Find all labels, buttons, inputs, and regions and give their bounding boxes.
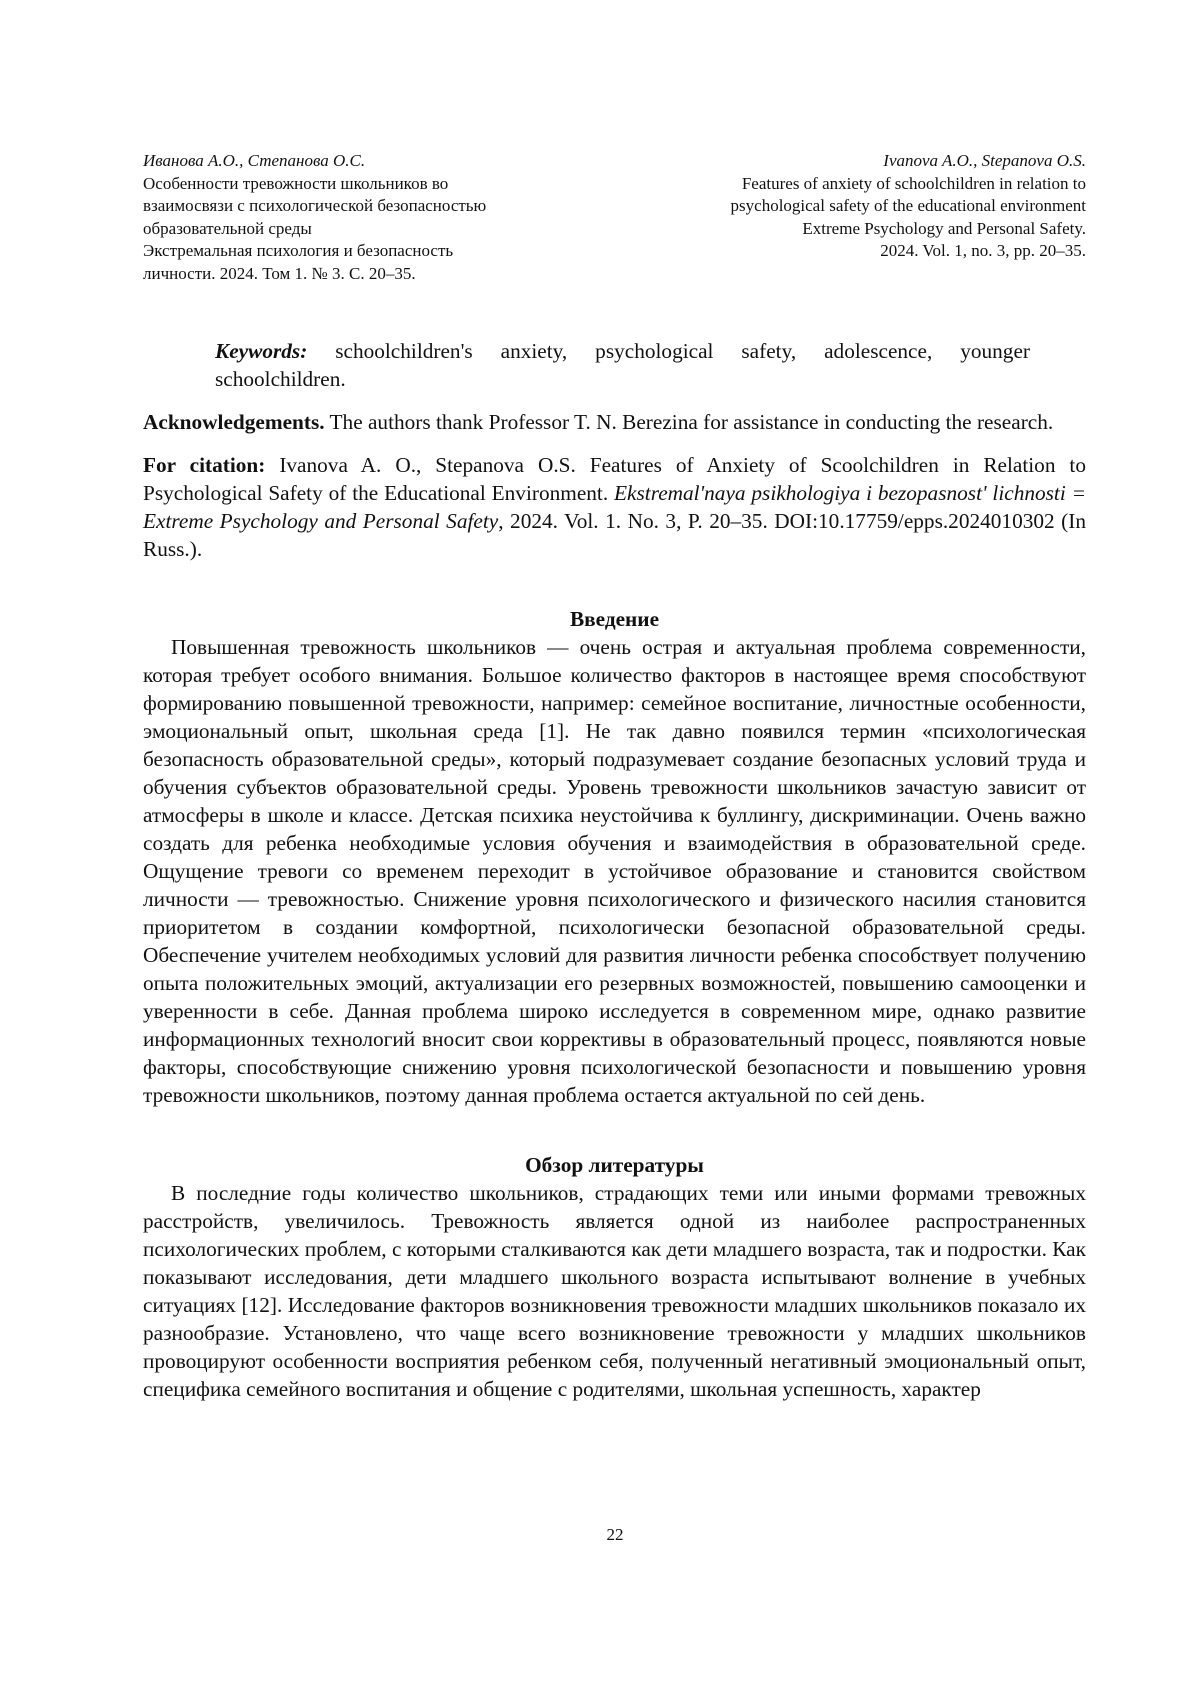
keywords-paragraph: [215, 337, 1030, 393]
header-english: [616, 150, 1086, 263]
section-title-literature-review: Обзор литературы: [525, 1153, 704, 1177]
header-line-ru: образовательной среды: [143, 218, 312, 238]
article-body: [143, 337, 1086, 1403]
header-line-ru: Особенности тревожности школьников во: [143, 173, 449, 193]
citation-text: Ivanova A. O., Stepanova O.S. Features of Anxiety of Scoolchildren in Relation to Psychological Safety of the Educational Environment.: [143, 453, 1086, 505]
header-authors-en: Ivanova A.O., Stepanova O.S.: [883, 151, 1086, 170]
keywords-text: schoolchildren's anxiety, psychological safety, adolescence, younger schoolchildren.: [215, 339, 1030, 391]
keywords-label: Keywords:: [215, 339, 308, 363]
citation-journal: Ekstremal'naya psikhologiya i bezopasnost' lichnosti = Extreme Psychology and Personal Safety: [143, 481, 1086, 533]
section-text-introduction: Повышенная тревожность школьников — очень острая и актуальная проблема современности, которая требует особого внимания. Большое количество факторов в настоящее время способствуют формированию повышенной тревожности, например: семейное воспитание, личностные особенности, эмоциональный опыт, школьная среда [1]. Не так давно появился термин «психологическая безопасность образовательной среды», который подразумевает создание безопасных условий труда и обучения субъектов образовательной среды. Уровень тревожности школьников зачастую зависит от атмосферы в школе и классе. Детская психика неустойчива к буллингу, дискриминации. Очень важно создать для ребенка необходимые условия обучения и взаимодействия в образовательной среде. Ощущение тревоги со временем переходит в устойчивое образование и становится свойством личности — тревожностью. Снижение уровня психологического и физического насилия становится приоритетом в создании комфортной, психологически безопасной образовательной среды. Обеспечение учителем необходимых условий для развития личности ребенка способствует получению опыта положительных эмоций, актуализации его резервных возможностей, повышению самооценки и уверенности в себе. Данная проблема широко исследуется в современном мире, однако развитие информационных технологий вносит свои коррективы в образовательный процесс, появляются новые факторы, способствующие снижению уровня психологической безопасности и повышению уровня тревожности школьников, поэтому данная проблема остается актуальной по сей день.: [143, 635, 1086, 1107]
acknowledgements-paragraph: [143, 408, 1086, 436]
header-line-en: 2024. Vol. 1, no. 3, pp. 20–35.: [880, 241, 1086, 260]
page-number: 22: [606, 1525, 624, 1544]
header-russian: [143, 150, 573, 285]
header-authors-ru: Иванова А.О., Степанова О.С.: [143, 151, 366, 170]
header-line-ru: взаимосвязи с психологической безопасностью: [143, 196, 487, 215]
section-title-introduction: Введение: [569, 607, 660, 631]
citation-label: For citation:: [143, 453, 266, 477]
citation-paragraph: [143, 451, 1086, 563]
header-line-en: Extreme Psychology and Personal Safety.: [802, 218, 1086, 238]
header-line-en: psychological safety of the educational environment: [730, 196, 1086, 215]
header-line-ru: Экстремальная психология и безопасность: [143, 241, 454, 260]
citation-text-end: , 2024. Vol. 1. No. 3, P. 20–35. DOI:10.17759/epps.2024010302 (In Russ.).: [143, 509, 1086, 561]
section-text-literature-review: В последние годы количество школьников, страдающих теми или иными формами тревожных расстройств, увеличилось. Тревожность является одной из наиболее распространенных психологических проблем, с которыми сталкиваются как дети младшего возраста, так и подростки. Как показывают исследования, дети младшего школьного возраста испытывают волнение в учебных ситуациях [12]. Исследование факторов возникновения тревожности младших школьников показало их разнообразие. Установлено, что чаще всего возникновение тревожности у младших школьников провоцируют особенности восприятия ребенком себя, полученный негативный эмоциональный опыт, специфика семейного воспитания и общение с родителями, школьная успешность, характер: [143, 1181, 1086, 1401]
header-line-en: Features of anxiety of schoolchildren in relation to: [741, 173, 1086, 193]
header-line-ru: личности. 2024. Том 1. № 3. С. 20–35.: [143, 263, 416, 283]
acknowledgements-label: Acknowledgements.: [143, 410, 325, 434]
acknowledgements-text: The authors thank Professor T. N. Berezina for assistance in conducting the research.: [324, 410, 1054, 434]
